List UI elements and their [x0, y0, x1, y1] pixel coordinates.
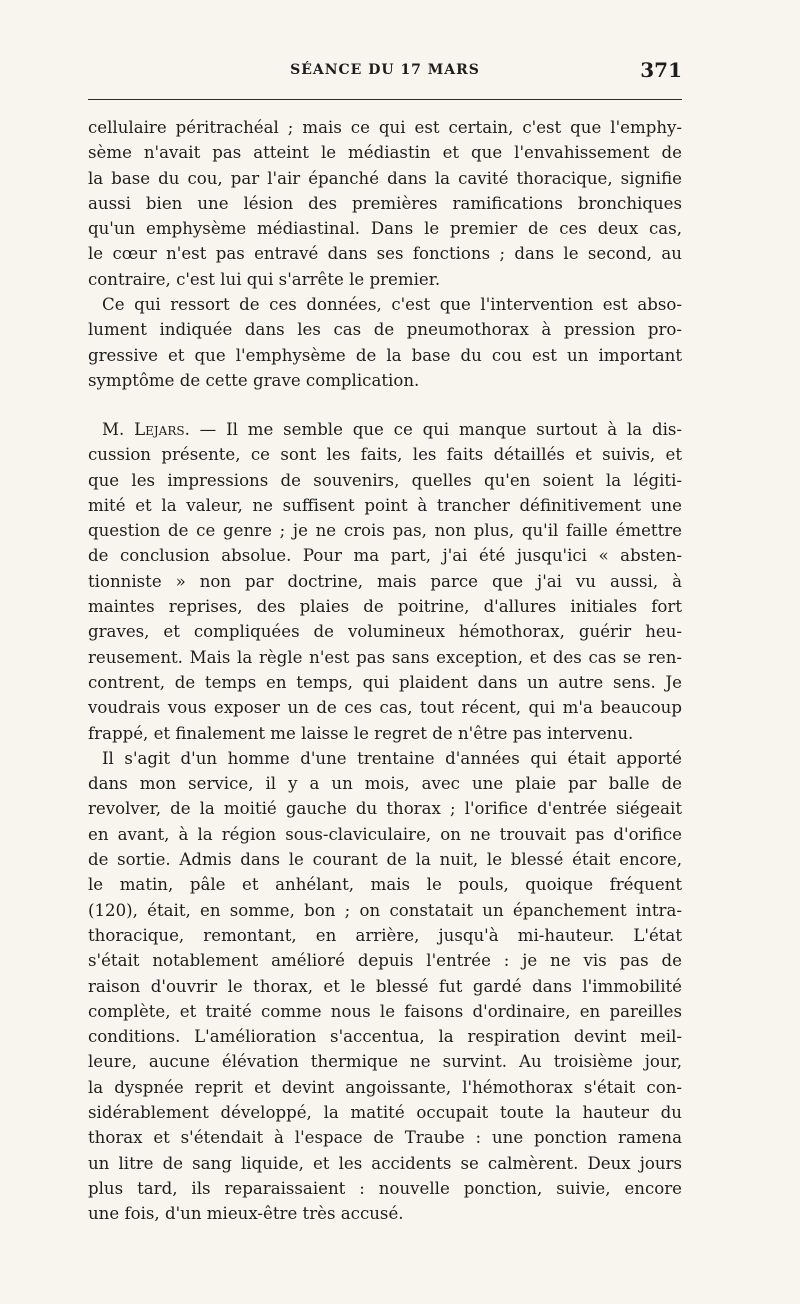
text-line: question de ce genre ; je ne crois pas, non plus, qu'il faille émettre: [88, 521, 682, 541]
page-number: 371: [640, 58, 682, 82]
text-line: un litre de sang liquide, et les accidents se calmèrent. Deux jours: [88, 1153, 682, 1173]
text-line: thoracique, remontant, en arrière, jusqu'à mi-hauteur. L'état: [88, 925, 682, 945]
text-line: la base du cou, par l'air épanché dans la cavité thoracique, signifie: [88, 168, 682, 188]
text-line: en avant, à la région sous-claviculaire, on ne trouvait pas d'orifice: [88, 824, 682, 844]
text-line: graves, et compliquées de volumineux hémothorax, guérir heu-: [88, 622, 682, 642]
text-line: s'était notablement amélioré depuis l'entrée : je ne vis pas de: [88, 951, 682, 971]
text-line: gressive et que l'emphysème de la base du cou est un important: [88, 345, 682, 365]
text-line: contraire, c'est lui qui s'arrête le premier.: [88, 269, 441, 289]
text-line: cussion présente, ce sont les faits, les faits détaillés et suivis, et: [88, 445, 682, 465]
text-line: qu'un emphysème médiastinal. Dans le premier de ces deux cas,: [88, 219, 682, 239]
text-line: raison d'ouvrir le thorax, et le blessé fut gardé dans l'immobilité: [88, 976, 682, 996]
paragraph-conclusion: [88, 292, 682, 393]
text-line: aussi bien une lésion des premières ramifications bronchiques: [88, 193, 682, 213]
text-line: mité et la valeur, ne suffisent point à trancher définitivement une: [88, 495, 682, 515]
text-line: de sortie. Admis dans le courant de la nuit, le blessé était encore,: [88, 850, 682, 870]
text-line: plus tard, ils reparaissaient : nouvelle ponction, suivie, encore: [88, 1178, 682, 1198]
text-line: conditions. L'amélioration s'accentua, la respiration devint meil-: [88, 1027, 682, 1047]
text-line: (120), était, en somme, bon ; on constatait un épanchement intra-: [88, 900, 682, 920]
paragraph-continuation: [88, 115, 682, 292]
text-line: Il s'agit d'un homme d'une trentaine d'années qui était apporté: [102, 748, 682, 768]
text-line: thorax et s'étendait à l'espace de Traube : une ponction ramena: [88, 1128, 682, 1148]
text-line: revolver, de la moitié gauche du thorax ; l'orifice d'entrée siégeait: [88, 799, 682, 819]
running-title: SÉANCE DU 17 MARS: [290, 62, 480, 78]
speaker-text: — Il me semble que ce qui manque surtout à la dis-: [189, 420, 683, 439]
running-head: [88, 58, 682, 88]
text-line-speaker: [88, 417, 682, 442]
text-line: que les impressions de souvenirs, quelles qu'en soient la légiti-: [88, 470, 682, 490]
text-line: contrent, de temps en temps, qui plaident dans un autre sens. Je: [88, 672, 682, 692]
text-line: lument indiquée dans les cas de pneumothorax à pression pro-: [88, 320, 682, 340]
text-line: Ce qui ressort de ces données, c'est que l'intervention est abso-: [102, 295, 682, 315]
text-line: complète, et traité comme nous le faisons d'ordinaire, en pareilles: [88, 1001, 682, 1021]
text-line: reusement. Mais la règle n'est pas sans exception, et des cas se ren-: [88, 647, 682, 667]
body-text-top: [88, 115, 682, 393]
text-line: le matin, pâle et anhélant, mais le pouls, quoique fréquent: [88, 875, 682, 895]
text-line: cellulaire péritrachéal ; mais ce qui est certain, c'est que l'emphy-: [88, 118, 682, 137]
text-line: le cœur n'est pas entravé dans ses fonctions ; dans le second, au: [88, 244, 682, 264]
text-line: frappé, et finalement me laisse le regret de n'être pas intervenu.: [88, 723, 634, 743]
speaker-name: M. Lejars.: [102, 420, 190, 439]
header-rule: [88, 99, 682, 100]
text-line: symptôme de cette grave complication.: [88, 370, 420, 390]
text-line: voudrais vous exposer un de ces cas, tout récent, qui m'a beaucoup: [88, 698, 682, 718]
text-line: une fois, d'un mieux-être très accusé.: [88, 1204, 404, 1224]
text-line: sème n'avait pas atteint le médiastin et que l'envahissement de: [88, 143, 682, 163]
text-line: leure, aucune élévation thermique ne survint. Au troisième jour,: [88, 1052, 682, 1072]
text-line: la dyspnée reprit et devint angoissante, l'hémothorax s'était con-: [88, 1077, 682, 1097]
body-text-bottom: [88, 417, 682, 1227]
text-line: dans mon service, il y a un mois, avec une plaie par balle de: [88, 774, 682, 794]
text-line: maintes reprises, des plaies de poitrine, d'allures initiales fort: [88, 597, 682, 617]
paragraph-case-report: [88, 746, 682, 1227]
paragraph-lejars: [88, 417, 682, 746]
text-line: de conclusion absolue. Pour ma part, j'ai été jusqu'ici « absten-: [88, 546, 682, 566]
text-line: tionniste » non par doctrine, mais parce que j'ai vu aussi, à: [88, 571, 682, 591]
text-line: sidérablement développé, la matité occupait toute la hauteur du: [88, 1103, 682, 1123]
